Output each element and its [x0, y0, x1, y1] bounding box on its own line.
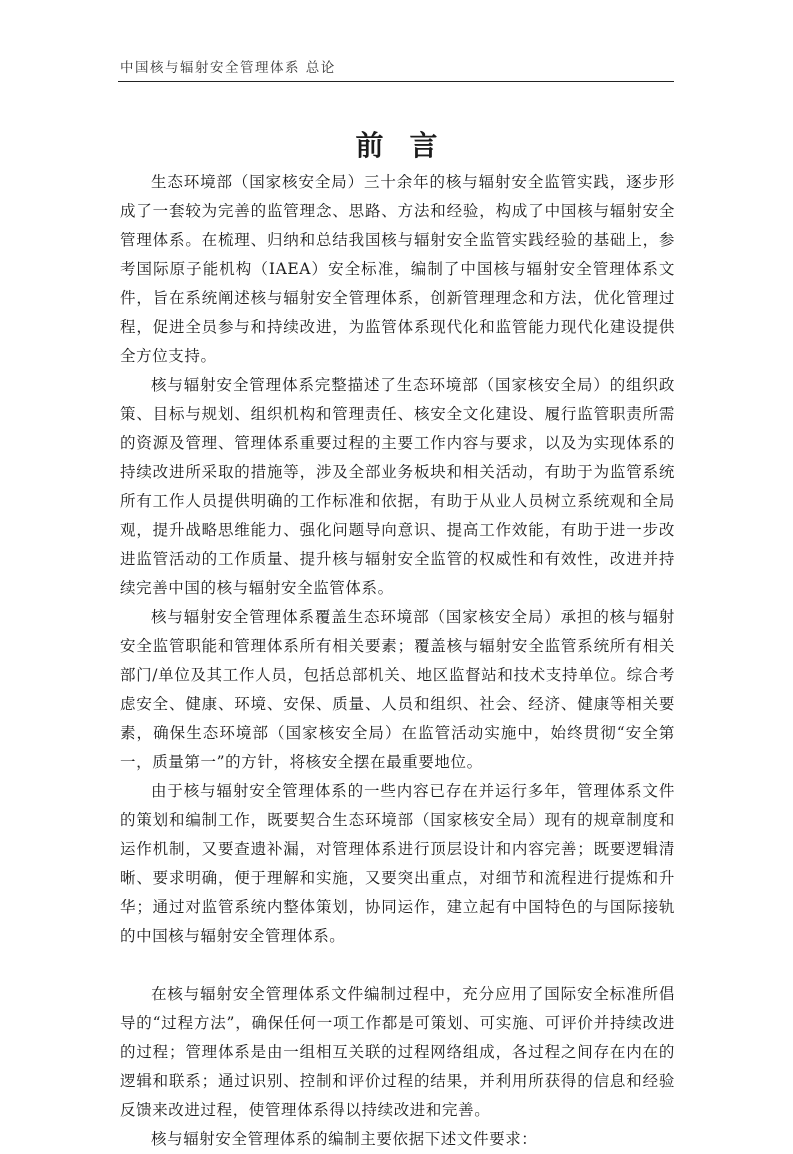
paragraph: 由于核与辐射安全管理体系的一些内容已存在并运行多年，管理体系文件的策划和编制工作，既要契合生态环境部（国家核安全局）现有的规章制度和运作机制，又要查遗补漏，对管理体系进行顶层设计和内容完善；既要逻辑清晰、要求明确，便于理解和实施，又要突出重点，对细节和流程进行提炼和升华；通过对监管系统内整体策划，协同运作，建立起有中国特色的与国际接轨的中国核与辐射安全管理体系。 — [120, 782, 675, 945]
paragraph: 核与辐射安全管理体系的编制主要依据下述文件要求： — [151, 1130, 538, 1148]
paragraph: 核与辐射安全管理体系完整描述了生态环境部（国家核安全局）的组织政策、目标与规划、组织机构和管理责任、核安全文化建设、履行监管职责所需的资源及管理、管理体系重要过程的主要工作内容与要求，以及为实现体系的持续改进所采取的措施等，涉及全部业务板块和相关活动，有助于为监管系统所有工作人员提供明确的工作标准和依据，有助于从业人员树立系统观和全局观，提升战略思维能力、强化问题导向意识、提高工作效能，有助于进一步改进监管活动的工作质量、提升核与辐射安全监管的权威性和有效性，改进并持续完善中国的核与辐射安全监管体系。 — [120, 376, 675, 597]
body-text — [120, 168, 675, 1154]
header-rule — [118, 81, 674, 82]
paragraph: 核与辐射安全管理体系覆盖生态环境部（国家核安全局）承担的核与辐射安全监管职能和管理体系所有相关要素；覆盖核与辐射安全监管系统所有相关部门/单位及其工作人员，包括总部机关、地区监督站和技术支持单位。综合考虑安全、健康、环境、安保、质量、人员和组织、社会、经济、健康等相关要素，确保生态环境部（国家核安全局）在监管活动实施中，始终贯彻“安全第一，质量第一”的方针，将核安全摆在最重要地位。 — [120, 608, 675, 771]
paragraph: 生态环境部（国家核安全局）三十余年的核与辐射安全监管实践，逐步形成了一套较为完善的监管理念、思路、方法和经验，构成了中国核与辐射安全管理体系。在梳理、归纳和总结我国核与辐射安全监管实践经验的基础上，参考国际原子能机构（IAEA）安全标准，编制了中国核与辐射安全管理体系文件，旨在系统阐述核与辐射安全管理体系，创新管理理念和方法，优化管理过程，促进全员参与和持续改进，为监管体系现代化和监管能力现代化建设提供全方位支持。 — [120, 173, 675, 365]
page-title: 前言 — [355, 129, 464, 162]
paragraph: 在核与辐射安全管理体系文件编制过程中，充分应用了国际安全标准所倡导的“过程方法”，确保任何一项工作都是可策划、可实施、可评价并持续改进的过程；管理体系是由一组相互关联的过程网络组成，各过程之间存在内在的逻辑和联系；通过识别、控制和评价过程的结果，并利用所获得的信息和经验反馈来改进过程，使管理体系得以持续改进和完善。 — [120, 985, 675, 1119]
running-header: 中国核与辐射安全管理体系 总论 — [120, 60, 336, 76]
